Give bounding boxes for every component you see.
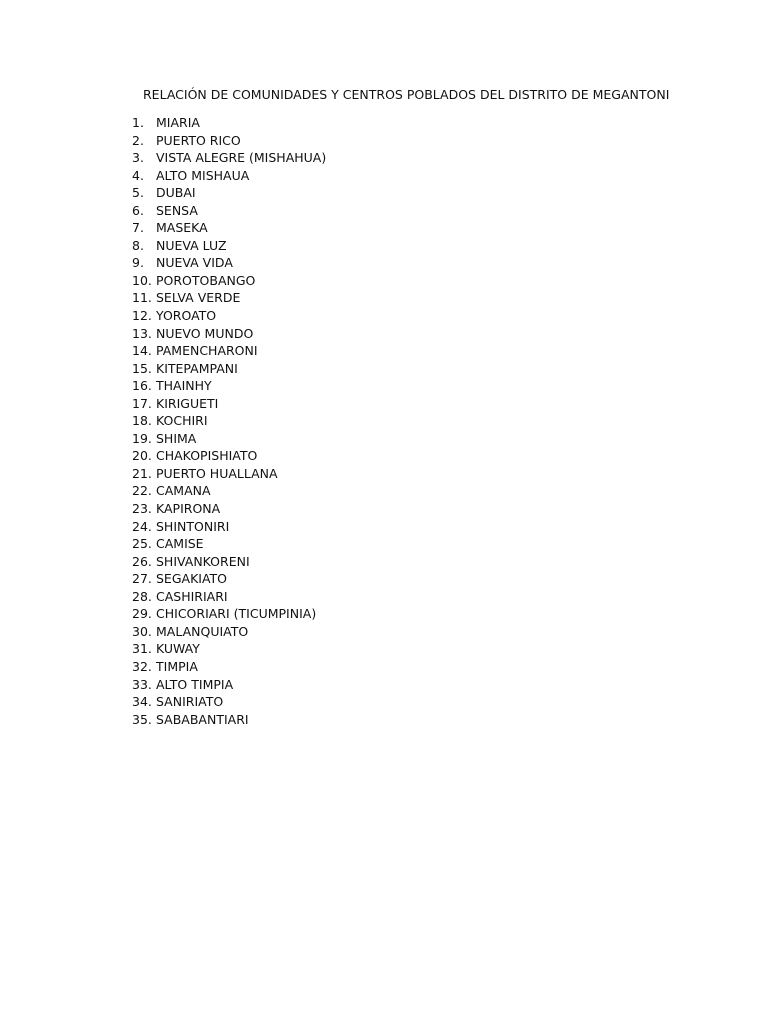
list-item — [132, 395, 326, 413]
list-item — [132, 237, 326, 255]
list-item-name: SHIMA — [156, 430, 197, 446]
list-item — [132, 518, 326, 536]
list-item-number: 25. — [132, 536, 152, 552]
list-item — [132, 254, 326, 272]
list-item-number: 21. — [132, 465, 152, 481]
list-item-name: TIMPIA — [156, 658, 198, 674]
list-item — [132, 202, 326, 220]
list-item — [132, 360, 326, 378]
list-item-name: KIRIGUETI — [156, 395, 219, 411]
list-item-name: KUWAY — [156, 641, 200, 657]
list-item — [132, 377, 326, 395]
list-item — [132, 676, 326, 694]
list-item-name: CAMISE — [156, 536, 204, 552]
list-item — [132, 482, 326, 500]
list-item-number: 24. — [132, 518, 152, 534]
list-item-number: 7. — [132, 220, 144, 236]
list-item-number: 28. — [132, 588, 152, 604]
list-item — [132, 465, 326, 483]
list-item-number: 18. — [132, 413, 152, 429]
list-item-name: SHIVANKORENI — [156, 553, 250, 569]
list-item-name: SABABANTIARI — [156, 711, 249, 727]
list-item-name: SELVA VERDE — [156, 290, 241, 306]
list-item-number: 34. — [132, 694, 152, 710]
list-item-name: YOROATO — [156, 308, 217, 324]
list-item-number: 30. — [132, 623, 152, 639]
list-item-number: 33. — [132, 676, 152, 692]
list-item-name: ALTO TIMPIA — [156, 676, 234, 692]
list-item-number: 20. — [132, 448, 152, 464]
list-item-name: NUEVA VIDA — [156, 255, 233, 271]
list-item-name: CHAKOPISHIATO — [156, 448, 258, 464]
list-item — [132, 307, 326, 325]
list-item — [132, 412, 326, 430]
list-item — [132, 535, 326, 553]
list-item — [132, 500, 326, 518]
list-item-number: 1. — [132, 115, 144, 130]
list-item — [132, 570, 326, 588]
list-item — [132, 149, 326, 167]
list-item — [132, 342, 326, 360]
list-item-name: NUEVO MUNDO — [156, 325, 254, 341]
list-item — [132, 693, 326, 711]
list-item-name: THAINHY — [156, 378, 212, 394]
list-item-number: 26. — [132, 553, 152, 569]
list-item-name: CAMANA — [156, 483, 211, 499]
list-item-name: SANIRIATO — [156, 694, 224, 710]
list-item-number: 31. — [132, 641, 152, 657]
list-item-name: MIARIA — [156, 115, 200, 130]
list-item — [132, 132, 326, 150]
community-list — [132, 114, 326, 728]
list-item — [132, 289, 326, 307]
list-item-number: 27. — [132, 571, 152, 587]
list-item-number: 19. — [132, 430, 152, 446]
list-item — [132, 325, 326, 343]
list-item-number: 14. — [132, 343, 152, 359]
list-item — [132, 272, 326, 290]
list-item-number: 2. — [132, 132, 144, 148]
list-item-number: 9. — [132, 255, 144, 271]
list-item-name: DUBAI — [156, 185, 196, 201]
list-item — [132, 447, 326, 465]
list-item-number: 23. — [132, 501, 152, 517]
list-item-number: 13. — [132, 325, 152, 341]
list-item — [132, 658, 326, 676]
document-title: RELACIÓN DE COMUNIDADES Y CENTROS POBLADOS DEL DISTRITO DE MEGANTONI — [143, 87, 670, 102]
list-item — [132, 167, 326, 185]
list-item-number: 29. — [132, 606, 152, 622]
list-item-name: MASEKA — [156, 220, 208, 236]
list-item — [132, 640, 326, 658]
list-item-number: 6. — [132, 202, 144, 218]
list-item — [132, 711, 326, 729]
list-item-number: 16. — [132, 378, 152, 394]
list-item-number: 11. — [132, 290, 152, 306]
list-item-name: CASHIRIARI — [156, 588, 228, 604]
list-item-name: PAMENCHARONI — [156, 343, 258, 359]
list-item — [132, 588, 326, 606]
list-item-name: MALANQUIATO — [156, 623, 249, 639]
list-item-name: ALTO MISHAUA — [156, 167, 250, 183]
list-item-name: KAPIRONA — [156, 501, 221, 517]
list-item-name: SEGAKIATO — [156, 571, 228, 587]
list-item-name: PUERTO HUALLANA — [156, 465, 278, 481]
list-item-number: 35. — [132, 711, 152, 727]
list-item-number: 4. — [132, 167, 144, 183]
list-item — [132, 430, 326, 448]
list-item-number: 12. — [132, 308, 152, 324]
list-item-number: 15. — [132, 360, 152, 376]
list-item-number: 5. — [132, 185, 144, 201]
list-item-name: VISTA ALEGRE (MISHAHUA) — [156, 150, 327, 166]
list-item-name: PUERTO RICO — [156, 132, 241, 148]
list-item — [132, 553, 326, 571]
list-item-name: SHINTONIRI — [156, 518, 230, 534]
list-item — [132, 184, 326, 202]
list-item-name: KITEPAMPANI — [156, 360, 238, 376]
list-item-number: 17. — [132, 395, 152, 411]
list-item-name: CHICORIARI (TICUMPINIA) — [156, 606, 317, 622]
list-item — [132, 219, 326, 237]
list-item-number: 22. — [132, 483, 152, 499]
list-item-number: 10. — [132, 272, 152, 288]
list-item-number: 32. — [132, 658, 152, 674]
list-item — [132, 605, 326, 623]
list-item-name: NUEVA LUZ — [156, 237, 227, 253]
list-item — [132, 623, 326, 641]
list-item-name: POROTOBANGO — [156, 272, 256, 288]
list-item-name: KOCHIRI — [156, 413, 208, 429]
list-item-name: SENSA — [156, 202, 198, 218]
list-item-number: 8. — [132, 237, 144, 253]
list-item — [132, 114, 326, 132]
list-item-number: 3. — [132, 150, 144, 166]
